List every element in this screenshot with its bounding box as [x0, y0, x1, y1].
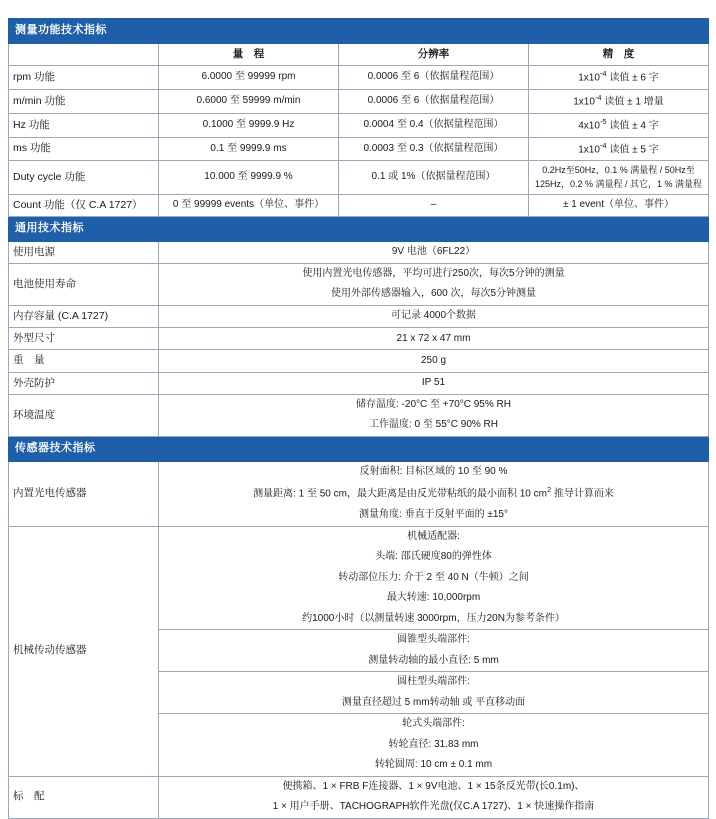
table-row [9, 113, 709, 137]
accuracy-exponent: -5 [599, 116, 607, 126]
row-value-battery-life-1: 使用内置光电传感器，平均可进行250次，每次5分钟的测量 [159, 263, 709, 284]
row-resolution-mmin: 0.0006 至 6（依据量程范围） [339, 89, 529, 113]
section-header-sensor [9, 436, 709, 461]
table-row [9, 194, 709, 216]
row-accuracy-duty-cycle [529, 161, 709, 194]
row-resolution-duty-cycle: 0.1 或 1%（依据量程范围） [339, 161, 529, 194]
row-accuracy-count: ± 1 event（单位、事件） [529, 194, 709, 216]
mechanical-adapter-title: 机械适配器: [159, 526, 709, 547]
row-label-weight: 重 量 [9, 350, 159, 372]
accuracy-suffix: 读值 ± 4 字 [606, 120, 659, 132]
standard-kit-line-2: 1 × 用户手册、TACHOGRAPH软件光盘(仅C.A 1727)、1 × 快速操作指南 [159, 797, 709, 818]
column-header-range: 量 程 [159, 43, 339, 65]
row-value-power: 9V 电池（6FL22） [159, 241, 709, 263]
row-range-rpm: 6.0000 至 99999 rpm [159, 66, 339, 90]
table-row [9, 241, 709, 263]
table-row [9, 305, 709, 327]
accuracy-suffix: 读值 ± 5 字 [606, 143, 659, 155]
mechanical-lifetime: 约1000小时（以测量转速 3000rpm，压力20N为参考条件） [159, 609, 709, 630]
row-value-dimensions: 21 x 72 x 47 mm [159, 328, 709, 350]
table-row [9, 394, 709, 415]
row-value-operating-temperature: 工作温度: 0 至 55°C 90% RH [159, 415, 709, 436]
specification-table [8, 18, 709, 819]
accuracy-base: 4x10 [578, 120, 600, 132]
table-row [9, 263, 709, 284]
row-range-duty-cycle: 10.000 至 9999.9 % [159, 161, 339, 194]
accuracy-line-1: 0.2Hz至50Hz，0.1 % 满量程 / 50Hz至 [542, 165, 695, 176]
accuracy-exponent: -4 [599, 140, 607, 150]
row-range-ms: 0.1 至 9999.9 ms [159, 137, 339, 161]
table-row [9, 328, 709, 350]
wheel-tip-title: 轮式头端部件: [159, 714, 709, 735]
row-accuracy-hz [529, 113, 709, 137]
row-label-count: Count 功能（仅 C.A 1727） [9, 194, 159, 216]
row-label-memory: 内存容量 (C.A 1727) [9, 305, 159, 327]
row-value-battery-life-2: 使用外部传感器输入，600 次，每次5分钟测量 [159, 284, 709, 305]
row-label-rpm: rpm 功能 [9, 66, 159, 90]
row-label-mechanical-sensor: 机械传动传感器 [9, 526, 159, 776]
accuracy-line-2: 125Hz，0.2 % 满量程 / 其它，1 % 满量程 [534, 178, 703, 189]
accuracy-exponent: -4 [599, 69, 607, 79]
mechanical-max-speed: 最大转速: 10,000rpm [159, 588, 709, 609]
accuracy-suffix: 读值 ± 1 增量 [601, 96, 664, 108]
cylinder-tip-diameter: 测量直径超过 5 mm转动轴 或 平直移动面 [159, 693, 709, 714]
accuracy-exponent: -4 [594, 92, 602, 102]
table-row [9, 461, 709, 482]
section-title-general: 通用技术指标 [9, 216, 709, 241]
wheel-diameter: 转轮直径: 31.83 mm [159, 735, 709, 756]
row-value-ingress-protection: IP 51 [159, 372, 709, 394]
section-header-measurement [9, 19, 709, 44]
accuracy-base: 1x10 [578, 72, 600, 84]
row-accuracy-ms [529, 137, 709, 161]
optical-reflective-area: 反射面积: 目标区域的 10 至 90 % [159, 461, 709, 482]
optical-measuring-distance [159, 482, 709, 505]
table-row [9, 526, 709, 547]
row-resolution-ms: 0.0003 至 0.3（依据量程范围） [339, 137, 529, 161]
cone-tip-min-diameter: 测量转动轴的最小直径: 5 mm [159, 651, 709, 672]
row-accuracy-rpm [529, 66, 709, 90]
column-header-resolution: 分辨率 [339, 43, 529, 65]
optical-distance-pre: 测量距离: 1 至 50 cm，最大距离是由反光带粘纸的最小面积 10 cm [253, 488, 547, 500]
column-header-row [9, 43, 709, 65]
mechanical-tip-material: 头端: 邵氏硬度80的弹性体 [159, 547, 709, 568]
row-label-mmin: m/min 功能 [9, 89, 159, 113]
row-label-optical-sensor: 内置光电传感器 [9, 461, 159, 526]
accuracy-base: 1x10 [578, 143, 600, 155]
optical-measuring-angle: 测量角度: 垂直于反射平面的 ±15° [159, 505, 709, 526]
row-range-mmin: 0.6000 至 59999 m/min [159, 89, 339, 113]
optical-distance-post: 推导计算而来 [551, 488, 614, 500]
row-resolution-hz: 0.0004 至 0.4（依据量程范围） [339, 113, 529, 137]
cone-tip-title: 圆锥型头端部件: [159, 630, 709, 651]
row-label-ms: ms 功能 [9, 137, 159, 161]
row-label-dimensions: 外型尺寸 [9, 328, 159, 350]
row-resolution-rpm: 0.0006 至 6（依据量程范围） [339, 66, 529, 90]
row-accuracy-mmin [529, 89, 709, 113]
row-label-duty-cycle: Duty cycle 功能 [9, 161, 159, 194]
section-title-measurement: 测量功能技术指标 [9, 19, 709, 44]
table-row [9, 776, 709, 797]
table-row [9, 350, 709, 372]
row-label-hz: Hz 功能 [9, 113, 159, 137]
column-header-accuracy: 精 度 [529, 43, 709, 65]
standard-kit-line-1: 便携箱、1 × FRB F连接器、1 × 9V电池、1 × 15条反光带(长0.1m)、 [159, 776, 709, 797]
table-row [9, 161, 709, 194]
row-range-count: 0 至 99999 events（单位、事件） [159, 194, 339, 216]
table-row [9, 66, 709, 90]
table-row [9, 372, 709, 394]
mechanical-contact-pressure: 转动部位压力: 介于 2 至 40 N（牛顿）之间 [159, 568, 709, 589]
row-label-standard-kit: 标 配 [9, 776, 159, 818]
row-value-weight: 250 g [159, 350, 709, 372]
row-resolution-count: – [339, 194, 529, 216]
row-label-ambient-temperature: 环境温度 [9, 394, 159, 436]
row-label-power: 使用电源 [9, 241, 159, 263]
section-title-sensor: 传感器技术指标 [9, 436, 709, 461]
row-range-hz: 0.1000 至 9999.9 Hz [159, 113, 339, 137]
row-label-battery-life: 电池使用寿命 [9, 263, 159, 305]
table-row [9, 89, 709, 113]
row-label-ingress-protection: 外壳防护 [9, 372, 159, 394]
accuracy-suffix: 读值 ± 6 字 [606, 72, 659, 84]
section-header-general [9, 216, 709, 241]
row-value-storage-temperature: 储存温度: -20°C 至 +70°C 95% RH [159, 394, 709, 415]
column-header-empty [9, 43, 159, 65]
wheel-circumference: 转轮圆周: 10 cm ± 0.1 mm [159, 755, 709, 776]
accuracy-base: 1x10 [573, 96, 595, 108]
row-value-memory: 可记录 4000个数据 [159, 305, 709, 327]
table-row [9, 137, 709, 161]
optical-distance-exponent: 2 [546, 485, 552, 495]
cylinder-tip-title: 圆柱型头端部件: [159, 672, 709, 693]
